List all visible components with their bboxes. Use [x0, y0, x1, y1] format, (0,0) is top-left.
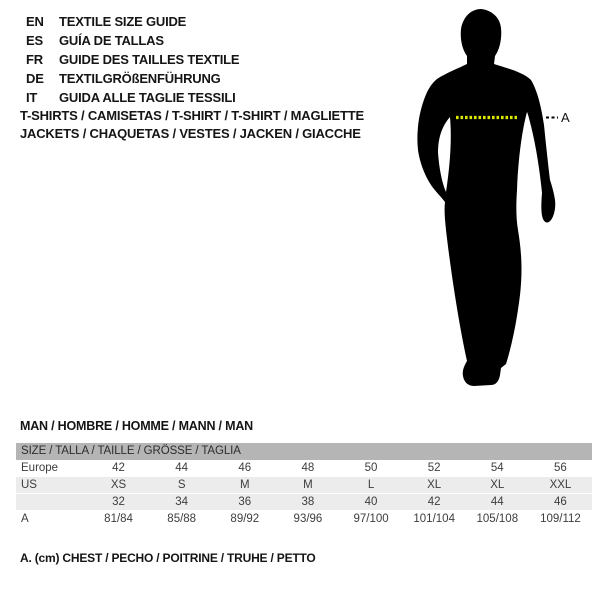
- language-row: [26, 69, 239, 88]
- man-silhouette: [417, 9, 555, 386]
- row-label: Europe: [21, 462, 59, 474]
- table-cell: S: [177, 479, 186, 491]
- language-label: TEXTILGRÖßENFÜHRUNG: [59, 71, 221, 86]
- measure-label-a: A: [561, 110, 570, 125]
- language-code: DE: [26, 71, 44, 86]
- row-label: A: [21, 513, 29, 525]
- language-row: [26, 31, 239, 50]
- table-cell: 44: [490, 496, 504, 508]
- table-cell: 44: [175, 462, 189, 474]
- table-cell: XL: [490, 479, 505, 491]
- table-cell: 52: [427, 462, 441, 474]
- table-cell: M: [240, 479, 250, 491]
- table-cell: 42: [427, 496, 441, 508]
- language-label: TEXTILE SIZE GUIDE: [59, 14, 187, 29]
- table-cell: 32: [112, 496, 125, 508]
- table-cell: 81/84: [104, 513, 133, 525]
- table-row-us: [16, 477, 592, 494]
- language-row: [26, 12, 239, 31]
- section-title-man: MAN / HOMBRE / HOMME / MANN / MAN: [20, 419, 253, 433]
- table-cell: 109/112: [540, 513, 581, 525]
- language-code: ES: [26, 33, 43, 48]
- category-tshirts: T-SHIRTS / CAMISETAS / T-SHIRT / T-SHIRT / MAGLIETTE: [20, 108, 364, 123]
- table-cell: 56: [554, 462, 567, 474]
- language-code: IT: [26, 90, 38, 105]
- table-cell: 38: [301, 496, 315, 508]
- table-row-europe: [16, 460, 592, 477]
- table-cell: L: [367, 479, 375, 491]
- table-cell: 46: [238, 462, 252, 474]
- table-row-chest-a: [16, 511, 592, 528]
- table-cell: 42: [112, 462, 125, 474]
- table-cell: 40: [364, 496, 378, 508]
- table-cell: 101/104: [413, 513, 455, 525]
- size-table: [16, 443, 592, 528]
- table-cell: 46: [554, 496, 567, 508]
- table-cell: 105/108: [476, 513, 519, 525]
- table-cell: 54: [490, 462, 504, 474]
- table-cell: XL: [427, 479, 442, 491]
- language-label: GUÍA DE TALLAS: [59, 33, 164, 48]
- table-cell: 50: [364, 462, 378, 474]
- table-cell: 48: [301, 462, 315, 474]
- measurement-footnote: A. (cm) CHEST / PECHO / POITRINE / TRUHE / PETTO: [20, 551, 316, 565]
- table-cell: XXL: [549, 479, 572, 491]
- table-cell: 97/100: [353, 513, 389, 525]
- garment-categories: [20, 107, 364, 143]
- table-cell: 36: [238, 496, 252, 508]
- language-list: [26, 12, 239, 107]
- man-silhouette-figure: [400, 0, 600, 410]
- category-jackets: JACKETS / CHAQUETAS / VESTES / JACKEN / GIACCHE: [20, 126, 361, 141]
- language-code: FR: [26, 52, 43, 67]
- language-row: [26, 50, 239, 69]
- table-cell: 34: [175, 496, 189, 508]
- table-cell: XS: [110, 479, 127, 491]
- table-cell: M: [303, 479, 313, 491]
- row-label: US: [21, 479, 37, 491]
- language-row: [26, 88, 239, 107]
- table-cell: 93/96: [293, 513, 323, 525]
- table-cell: 85/88: [167, 513, 197, 525]
- row-label: [16, 494, 87, 510]
- size-table-header: SIZE / TALLA / TAILLE / GRÖSSE / TAGLIA: [16, 443, 592, 460]
- language-code: EN: [26, 14, 44, 29]
- table-row-numeric: [16, 494, 592, 511]
- table-cell: 89/92: [230, 513, 260, 525]
- language-label: GUIDE DES TAILLES TEXTILE: [59, 52, 240, 67]
- language-label: GUIDA ALLE TAGLIE TESSILI: [59, 90, 236, 105]
